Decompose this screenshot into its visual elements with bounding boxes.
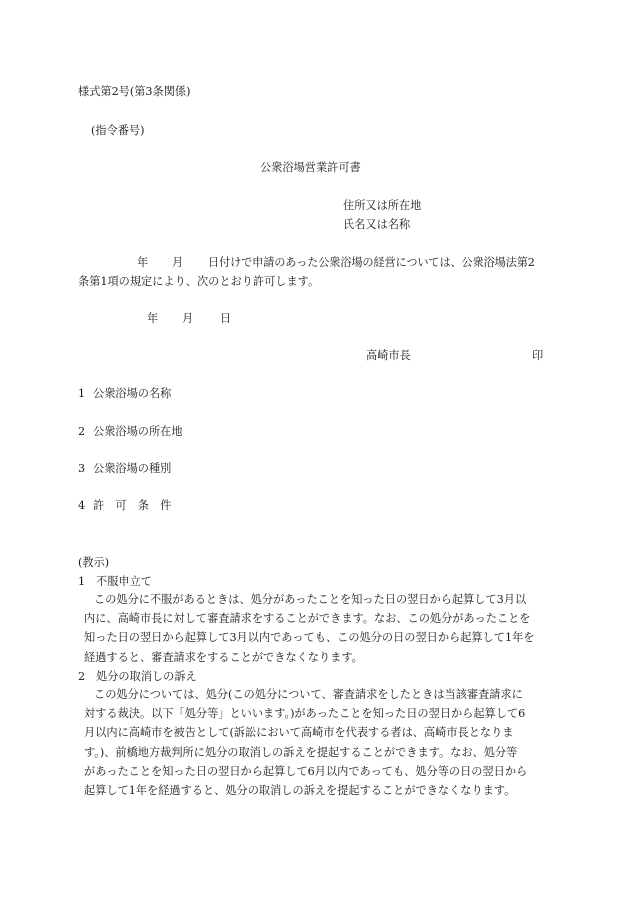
item-3-label: 公衆浴場の種別 (93, 462, 172, 475)
section-2-line: 起算して1年を経過すると、処分の取消しの訴えを提起することができなくなります。 (84, 784, 516, 798)
issue-date-year: 年 (147, 312, 159, 325)
application-date-year: 年 (137, 256, 149, 269)
item-1-number: 1 (78, 387, 86, 400)
section-2-line: 月以内に高崎市を被告として(訴訟において高崎市を代表する者は、高崎市長となりま (84, 726, 514, 740)
application-date-month: 月 (172, 256, 184, 269)
section-2-line: す。)、前橋地方裁判所に処分の取消しの訴えを提起することができます。なお、処分等 (84, 745, 518, 759)
item-4-label: 許 可 条 件 (93, 499, 172, 512)
section-1-title: 不服申立て (96, 575, 152, 588)
item-2-label: 公衆浴場の所在地 (93, 425, 183, 438)
section-1-line: 内に、高崎市長に対して審査請求をすることができます。なお、この処分があったことを (84, 612, 531, 626)
issuer-title: 高崎市長 (366, 349, 411, 362)
name-label: 氏名又は名称 (343, 218, 411, 231)
permit-body-line-2: 条第1項の規定により、次のとおり許可します。 (78, 275, 320, 288)
section-2-title: 処分の取消しの訴え (96, 670, 197, 683)
issue-date-month: 月 (182, 312, 194, 325)
section-1-line: 知った日の翌日から起算して3月以内であっても、この処分の日の翌日から起算して1年を (84, 631, 535, 645)
address-label: 住所又は所在地 (343, 199, 422, 212)
section-1-number: 1 (78, 575, 86, 588)
section-1-line: この処分に不服があるときは、処分があったことを知った日の翌日から起算して3月以 (94, 593, 527, 606)
permit-body-line-1: 日付けで申請のあった公衆浴場の経営については、公衆浴場法第2 (208, 256, 535, 269)
section-2-text (78, 685, 562, 800)
section-1-text (78, 590, 562, 667)
notice-heading: (教示) (78, 556, 110, 569)
document-title: 公衆浴場営業許可書 (260, 161, 361, 174)
section-2-line: 対する裁決。以下「処分等」といいます。)があったことを知った日の翌日から起算して6 (84, 707, 526, 721)
issue-date-day: 日 (220, 312, 232, 325)
section-2-line: この処分については、処分(この処分について、審査請求をしたときは当該審査請求に (94, 688, 523, 701)
item-4-number: 4 (78, 499, 86, 512)
section-2-number: 2 (78, 670, 86, 683)
section-2-line: があったことを知った日の翌日から起算して6月以内であっても、処分等の日の翌日から (84, 764, 528, 778)
item-1-label: 公衆浴場の名称 (93, 387, 172, 400)
section-1-line: 経過すると、審査請求をすることができなくなります。 (84, 650, 363, 664)
item-3-number: 3 (78, 462, 86, 475)
seal-mark: 印 (532, 349, 544, 362)
form-number: 様式第2号(第3条関係) (78, 85, 191, 98)
item-2-number: 2 (78, 425, 86, 438)
directive-number: (指令番号) (91, 124, 145, 137)
